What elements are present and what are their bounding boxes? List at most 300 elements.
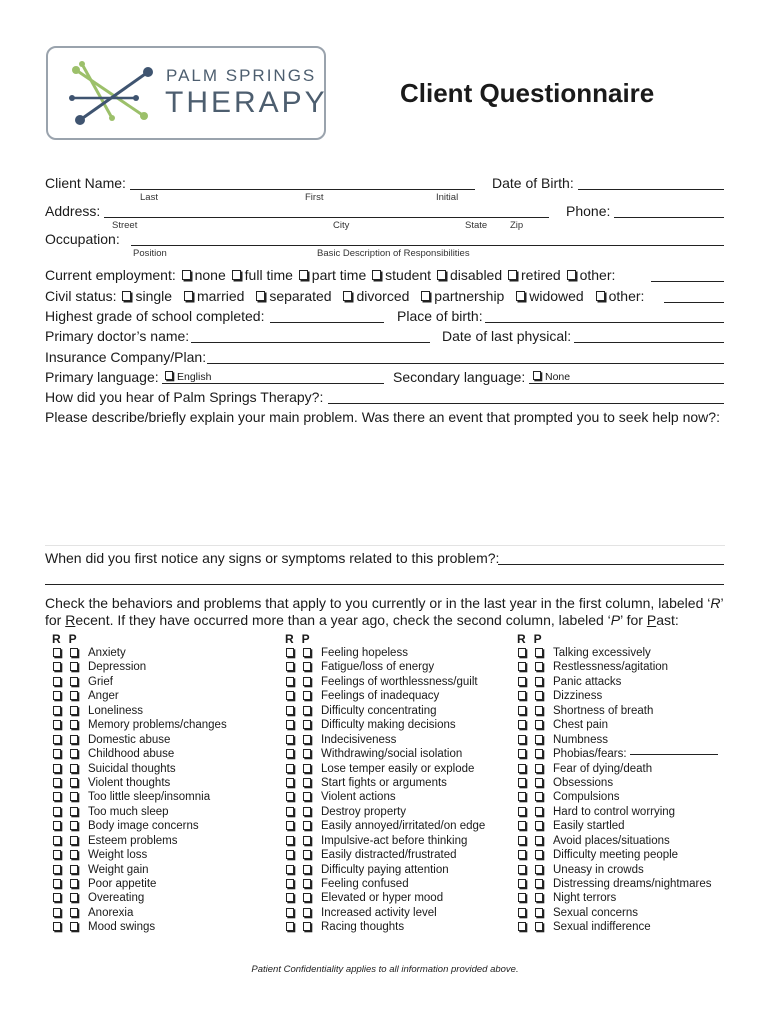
first-notice-field[interactable] — [498, 564, 724, 565]
checklist-item-label: Anger — [88, 690, 119, 703]
column-header — [52, 632, 227, 646]
checklist-item — [517, 689, 718, 703]
checklist-item — [52, 762, 227, 776]
checklist-item — [285, 863, 485, 877]
checklist-item — [285, 718, 485, 732]
past-checkbox[interactable] — [535, 706, 543, 715]
recent-checkbox[interactable] — [518, 821, 526, 830]
checklist-item — [285, 675, 485, 689]
recent-checkbox[interactable] — [286, 865, 294, 874]
recent-checkbox[interactable] — [518, 691, 526, 700]
secondary-language-field[interactable] — [529, 383, 724, 384]
header-r: R — [52, 632, 61, 646]
recent-checkbox[interactable] — [518, 792, 526, 801]
client-name-label: Client Name: — [45, 175, 126, 191]
checklist-item-label: Easily annoyed/irritated/on edge — [321, 820, 486, 833]
checklist-item — [517, 877, 718, 891]
checklist-item — [517, 660, 718, 674]
recent-checkbox[interactable] — [518, 893, 526, 902]
primary-language-value[interactable] — [164, 371, 211, 383]
checklist-item-label: Esteem problems — [88, 834, 178, 847]
recent-checkbox[interactable] — [53, 706, 61, 715]
civil-other-checkbox[interactable] — [596, 291, 605, 301]
civil-widowed-checkbox[interactable] — [516, 291, 525, 301]
checklist-item-label: Withdrawing/social isolation — [321, 748, 463, 761]
civil-option: married — [196, 288, 245, 304]
past-checkbox[interactable] — [535, 908, 543, 917]
recent-checkbox[interactable] — [286, 706, 294, 715]
past-checkbox[interactable] — [70, 677, 78, 686]
dob-label: Date of Birth: — [492, 175, 574, 191]
checklist-item — [285, 920, 485, 934]
past-checkbox[interactable] — [535, 735, 543, 744]
recent-checkbox[interactable] — [518, 677, 526, 686]
employment-option: other: — [579, 267, 616, 283]
recent-checkbox[interactable] — [518, 720, 526, 729]
employment-option: full time — [244, 267, 293, 283]
recent-checkbox[interactable] — [53, 893, 61, 902]
checklist-item-label: Domestic abuse — [88, 733, 171, 746]
past-checkbox[interactable] — [535, 677, 543, 686]
primary-language-label: Primary language: — [45, 369, 159, 385]
phone-field[interactable] — [614, 217, 724, 218]
checklist-item — [52, 848, 227, 862]
recent-checkbox[interactable] — [286, 720, 294, 729]
civil-row — [45, 288, 644, 304]
checklist-item-label: Violent thoughts — [88, 776, 171, 789]
checklist-item-label: Difficulty meeting people — [553, 849, 679, 862]
recent-checkbox[interactable] — [286, 850, 294, 859]
recent-checkbox[interactable] — [518, 879, 526, 888]
primary-language-checkbox[interactable] — [165, 371, 173, 380]
past-checkbox[interactable] — [303, 735, 311, 744]
secondary-language-label: Secondary language: — [393, 369, 526, 385]
past-checkbox[interactable] — [70, 879, 78, 888]
employment-other-field[interactable] — [651, 281, 724, 282]
recent-checkbox[interactable] — [53, 648, 61, 657]
first-notice-field-2[interactable] — [45, 584, 724, 585]
past-checkbox[interactable] — [70, 836, 78, 845]
header-r: R — [517, 632, 526, 646]
checklist-item-label: Impulsive-act before thinking — [321, 834, 468, 847]
checklist-item — [285, 689, 485, 703]
past-checkbox[interactable] — [70, 792, 78, 801]
past-checkbox[interactable] — [70, 893, 78, 902]
past-checkbox[interactable] — [303, 893, 311, 902]
sub-state-label: State — [465, 220, 488, 231]
past-checkbox[interactable] — [70, 764, 78, 773]
recent-checkbox[interactable] — [518, 850, 526, 859]
checklist-item — [517, 675, 718, 689]
past-checkbox[interactable] — [70, 865, 78, 874]
recent-checkbox[interactable] — [53, 879, 61, 888]
past-checkbox[interactable] — [535, 922, 543, 931]
sub-city-label: City — [333, 220, 350, 231]
civil-partnership-checkbox[interactable] — [421, 291, 430, 301]
checklist-item-label: Talking excessively — [553, 647, 651, 659]
past-checkbox[interactable] — [535, 865, 543, 874]
employment-disabled-checkbox[interactable] — [437, 270, 446, 280]
past-checkbox[interactable] — [303, 648, 311, 657]
checklist-item-label: Obsessions — [553, 776, 614, 789]
checklist-item — [52, 906, 227, 920]
client-name-field[interactable] — [130, 189, 475, 190]
header-p: P — [68, 632, 77, 646]
recent-checkbox[interactable] — [518, 908, 526, 917]
recent-checkbox[interactable] — [286, 677, 294, 686]
checklist-item-label: Depression — [88, 661, 147, 674]
sub-position-label: Position — [133, 248, 167, 259]
hear-label: How did you hear of Palm Springs Therapy?: — [45, 389, 324, 405]
check-intro-text: ecent. If they have occurred more than a year ago, check the second column, labeled ‘ — [75, 612, 611, 628]
past-checkbox[interactable] — [70, 662, 78, 671]
employment-none-checkbox[interactable] — [182, 270, 191, 280]
checklist-item-label: Feeling hopeless — [321, 647, 408, 659]
school-label: Highest grade of school completed: — [45, 308, 265, 324]
checklist-item — [517, 920, 718, 934]
past-checkbox[interactable] — [303, 865, 311, 874]
checklist-item — [285, 762, 485, 776]
check-intro-text: ast: — [656, 612, 679, 628]
checklist-item-label: Weight gain — [88, 863, 149, 876]
checklist-item — [285, 776, 485, 790]
phone-label: Phone: — [566, 203, 611, 219]
past-checkbox[interactable] — [70, 922, 78, 931]
employment-label: Current employment: — [45, 267, 176, 283]
physical-field[interactable] — [574, 342, 724, 343]
doctor-field[interactable] — [191, 342, 430, 343]
past-checkbox[interactable] — [70, 807, 78, 816]
past-checkbox[interactable] — [303, 792, 311, 801]
checklist-item-label: Childhood abuse — [88, 748, 175, 761]
checklist-column-2 — [285, 632, 485, 935]
past-checkbox[interactable] — [535, 662, 543, 671]
sub-initial-label: Initial — [436, 192, 459, 203]
recent-checkbox[interactable] — [53, 778, 61, 787]
recent-checkbox[interactable] — [286, 778, 294, 787]
checklist-item — [52, 891, 227, 905]
past-checkbox[interactable] — [303, 691, 311, 700]
past-checkbox[interactable] — [70, 720, 78, 729]
checklist-item — [517, 776, 718, 790]
recent-checkbox[interactable] — [53, 865, 61, 874]
checklist-item — [517, 747, 718, 761]
column-header — [517, 632, 718, 646]
occupation-field[interactable] — [131, 245, 724, 246]
checklist-item-label: Night terrors — [553, 892, 617, 905]
civil-divorced-checkbox[interactable] — [343, 291, 352, 301]
past-checkbox[interactable] — [535, 778, 543, 787]
checklist-item-label: Shortness of breath — [553, 704, 654, 717]
hear-field[interactable] — [328, 403, 724, 404]
checklist-item — [517, 819, 718, 833]
sub-first-label: First — [305, 192, 324, 203]
employment-retired-checkbox[interactable] — [508, 270, 517, 280]
past-checkbox[interactable] — [70, 778, 78, 787]
recent-checkbox[interactable] — [518, 778, 526, 787]
checklist-item — [285, 733, 485, 747]
recent-checkbox[interactable] — [518, 922, 526, 931]
civil-separated-checkbox[interactable] — [256, 291, 265, 301]
primary-language-field[interactable] — [162, 383, 384, 384]
dob-field[interactable] — [578, 189, 724, 190]
recent-checkbox[interactable] — [518, 865, 526, 874]
past-checkbox[interactable] — [535, 850, 543, 859]
employment-other-checkbox[interactable] — [567, 270, 576, 280]
checklist-item — [285, 834, 485, 848]
recent-checkbox[interactable] — [286, 922, 294, 931]
check-intro-text: ’ for — [620, 612, 647, 628]
checklist-item-label: Phobias/fears: — [553, 748, 630, 761]
past-checkbox[interactable] — [535, 764, 543, 773]
recent-checkbox[interactable] — [286, 735, 294, 744]
insurance-field[interactable] — [207, 363, 724, 364]
civil-option: widowed — [529, 288, 584, 304]
checklist-item — [285, 877, 485, 891]
recent-checkbox[interactable] — [286, 807, 294, 816]
school-field[interactable] — [270, 322, 384, 323]
past-checkbox[interactable] — [70, 749, 78, 758]
checklist-item-label: Violent actions — [321, 791, 396, 804]
recent-checkbox[interactable] — [518, 836, 526, 845]
past-checkbox[interactable] — [535, 749, 543, 758]
past-checkbox[interactable] — [70, 735, 78, 744]
past-checkbox[interactable] — [535, 807, 543, 816]
past-checkbox[interactable] — [303, 908, 311, 917]
describe-label: Please describe/briefly explain your main problem. Was there an event that prompted you to seek help now?: — [45, 409, 720, 425]
column-header — [285, 632, 485, 646]
past-checkbox[interactable] — [303, 749, 311, 758]
checklist-item-label: Dizziness — [553, 690, 603, 703]
recent-checkbox[interactable] — [286, 821, 294, 830]
checklist-item-label: Lose temper easily or explode — [321, 762, 475, 775]
recent-checkbox[interactable] — [286, 662, 294, 671]
employment-option: part time — [311, 267, 367, 283]
checklist-item-label: Fatigue/loss of energy — [321, 661, 435, 674]
checklist-item-label: Overeating — [88, 892, 145, 905]
checklist-item — [52, 646, 227, 660]
checklist-item — [52, 863, 227, 877]
phobias-field[interactable] — [630, 754, 718, 755]
recent-checkbox[interactable] — [53, 764, 61, 773]
past-checkbox[interactable] — [303, 764, 311, 773]
checklist-item-label: Panic attacks — [553, 675, 622, 688]
recent-checkbox[interactable] — [286, 648, 294, 657]
past-checkbox[interactable] — [535, 720, 543, 729]
past-checkbox[interactable] — [303, 879, 311, 888]
checklist-item-label: Difficulty making decisions — [321, 719, 456, 732]
checklist-item — [52, 805, 227, 819]
past-checkbox[interactable] — [535, 893, 543, 902]
checklist-column-1 — [52, 632, 227, 935]
header-p: P — [301, 632, 310, 646]
civil-option: single — [135, 288, 173, 304]
checklist-item — [285, 805, 485, 819]
checklist-item-label: Chest pain — [553, 719, 608, 732]
civil-single-checkbox[interactable] — [122, 291, 131, 301]
check-intro-line1 — [45, 595, 724, 611]
recent-checkbox[interactable] — [286, 792, 294, 801]
recent-checkbox[interactable] — [53, 821, 61, 830]
recent-checkbox[interactable] — [286, 879, 294, 888]
recent-checkbox[interactable] — [286, 764, 294, 773]
recent-checkbox[interactable] — [518, 735, 526, 744]
recent-checkbox[interactable] — [53, 922, 61, 931]
employment-parttime-checkbox[interactable] — [299, 270, 308, 280]
recent-checkbox[interactable] — [53, 850, 61, 859]
recent-checkbox[interactable] — [53, 836, 61, 845]
checklist-item-label: Grief — [88, 675, 113, 688]
checklist-item — [517, 718, 718, 732]
describe-textarea[interactable] — [45, 428, 725, 546]
checklist-item — [517, 733, 718, 747]
primary-language-text: English — [177, 371, 212, 383]
past-checkbox[interactable] — [303, 706, 311, 715]
checklist-item — [52, 704, 227, 718]
insurance-label: Insurance Company/Plan: — [45, 349, 207, 365]
recent-checkbox[interactable] — [518, 648, 526, 657]
civil-other-field[interactable] — [664, 302, 724, 303]
recent-checkbox[interactable] — [518, 807, 526, 816]
recent-checkbox[interactable] — [518, 749, 526, 758]
checklist-item — [285, 660, 485, 674]
occupation-label: Occupation: — [45, 231, 120, 247]
checklist-item-label: Feeling confused — [321, 878, 409, 890]
checklist-item-label: Body image concerns — [88, 820, 199, 833]
checklist-item-label: Uneasy in crowds — [553, 863, 644, 876]
checklist-item-label: Distressing dreams/nightmares — [553, 878, 712, 890]
recent-checkbox[interactable] — [53, 735, 61, 744]
checklist-item-label: Restlessness/agitation — [553, 661, 669, 674]
checklist-item-label: Anxiety — [88, 647, 126, 659]
past-checkbox[interactable] — [70, 691, 78, 700]
past-checkbox[interactable] — [303, 922, 311, 931]
past-checkbox[interactable] — [535, 691, 543, 700]
checklist-item-label: Too much sleep — [88, 805, 169, 818]
past-checkbox[interactable] — [535, 648, 543, 657]
past-checkbox[interactable] — [535, 821, 543, 830]
footer-note: Patient Confidentiality applies to all information provided above. — [251, 964, 519, 975]
sub-last-label: Last — [140, 192, 158, 203]
checklist-item — [285, 704, 485, 718]
checklist-item-label: Difficulty paying attention — [321, 863, 449, 876]
sub-zip-label: Zip — [510, 220, 524, 231]
past-checkbox[interactable] — [70, 648, 78, 657]
checklist-item — [517, 863, 718, 877]
check-intro-line2 — [45, 612, 679, 628]
recent-checkbox[interactable] — [53, 807, 61, 816]
recent-checkbox[interactable] — [518, 764, 526, 773]
past-checkbox[interactable] — [303, 807, 311, 816]
describe-divider — [45, 545, 725, 546]
checklist-item — [52, 834, 227, 848]
checklist-item-label: Numbness — [553, 733, 608, 746]
checklist-item — [285, 790, 485, 804]
past-checkbox[interactable] — [303, 850, 311, 859]
employment-option: disabled — [449, 267, 503, 283]
checklist-item — [52, 790, 227, 804]
recent-checkbox[interactable] — [286, 691, 294, 700]
past-checkbox[interactable] — [303, 677, 311, 686]
checklist-item-label: Poor appetite — [88, 878, 157, 890]
past-checkbox[interactable] — [303, 662, 311, 671]
checklist-item-label: Weight loss — [88, 849, 148, 862]
checklist-item-label: Start fights or arguments — [321, 776, 447, 789]
checklist-item-label: Hard to control worrying — [553, 805, 676, 818]
secondary-language-checkbox[interactable] — [533, 371, 541, 380]
recent-checkbox[interactable] — [286, 908, 294, 917]
checklist-item — [517, 762, 718, 776]
checklist-item-label: Feelings of worthlessness/guilt — [321, 675, 478, 688]
checklist-item — [517, 646, 718, 660]
logo-mark-icon — [66, 58, 158, 132]
recent-checkbox[interactable] — [53, 677, 61, 686]
past-checkbox[interactable] — [303, 778, 311, 787]
recent-checkbox[interactable] — [286, 893, 294, 902]
birthplace-label: Place of birth: — [397, 308, 483, 324]
past-checkbox[interactable] — [303, 720, 311, 729]
recent-checkbox[interactable] — [286, 749, 294, 758]
checklist-item-label: Feelings of inadequacy — [321, 690, 440, 703]
civil-option: separated — [269, 288, 332, 304]
civil-option: divorced — [356, 288, 410, 304]
recent-checkbox[interactable] — [518, 662, 526, 671]
civil-label: Civil status: — [45, 288, 117, 304]
recent-checkbox[interactable] — [53, 662, 61, 671]
checklist-column-3 — [517, 632, 718, 935]
first-notice-label: When did you first notice any signs or symptoms related to this problem?: — [45, 550, 500, 566]
checklist-item — [517, 891, 718, 905]
past-checkbox[interactable] — [303, 821, 311, 830]
employment-student-checkbox[interactable] — [372, 270, 381, 280]
recent-checkbox[interactable] — [286, 836, 294, 845]
employment-fulltime-checkbox[interactable] — [232, 270, 241, 280]
recent-checkbox[interactable] — [53, 691, 61, 700]
secondary-language-value[interactable] — [532, 371, 570, 383]
recent-checkbox[interactable] — [518, 706, 526, 715]
recent-checkbox[interactable] — [53, 908, 61, 917]
checklist-item — [285, 747, 485, 761]
past-checkbox[interactable] — [70, 706, 78, 715]
checklist-item — [52, 747, 227, 761]
checklist-item — [52, 877, 227, 891]
checklist-item-label: Compulsions — [553, 791, 620, 804]
checklist-item-label: Too little sleep/insomnia — [88, 791, 211, 804]
checklist-item-label: Anorexia — [88, 906, 134, 919]
address-field[interactable] — [104, 217, 549, 218]
checklist-item-label: Memory problems/changes — [88, 719, 227, 732]
recent-checkbox[interactable] — [53, 749, 61, 758]
recent-checkbox[interactable] — [53, 792, 61, 801]
recent-checkbox[interactable] — [53, 720, 61, 729]
birthplace-field[interactable] — [485, 322, 724, 323]
checklist-item-label: Difficulty concentrating — [321, 704, 437, 717]
checklist-item — [52, 718, 227, 732]
checklist-item — [52, 660, 227, 674]
checklist-item-label: Indecisiveness — [321, 733, 397, 746]
civil-married-checkbox[interactable] — [184, 291, 193, 301]
checklist-item — [52, 733, 227, 747]
checklist-item — [52, 776, 227, 790]
past-checkbox[interactable] — [535, 836, 543, 845]
past-checkbox[interactable] — [303, 836, 311, 845]
past-checkbox[interactable] — [535, 792, 543, 801]
past-checkbox[interactable] — [70, 908, 78, 917]
past-checkbox[interactable] — [535, 879, 543, 888]
check-intro-past-p: P — [646, 612, 657, 628]
past-checkbox[interactable] — [70, 821, 78, 830]
past-checkbox[interactable] — [70, 850, 78, 859]
